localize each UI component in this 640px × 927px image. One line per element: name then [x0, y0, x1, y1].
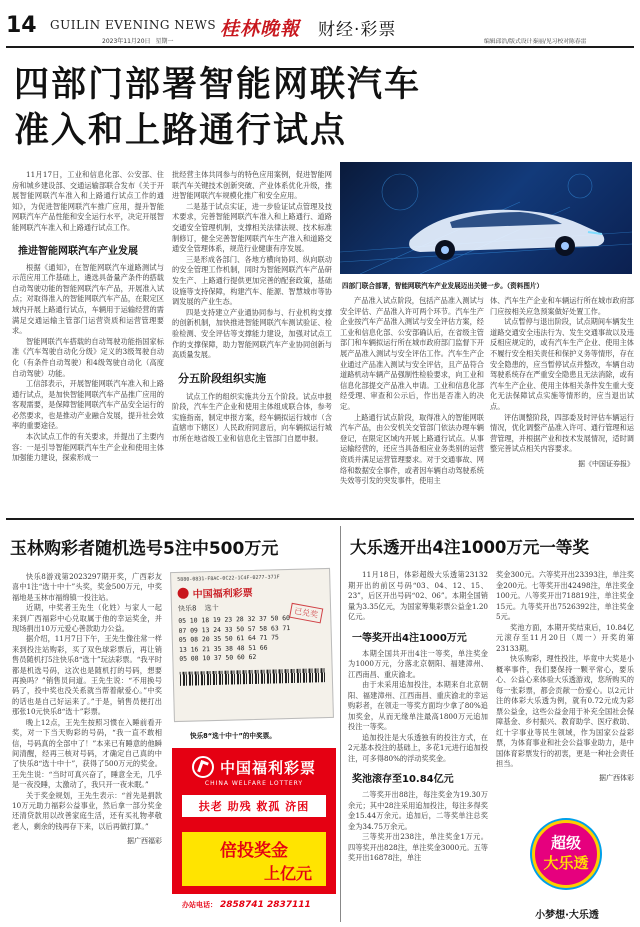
ticket-logo-icon [177, 588, 188, 599]
main-col-4 [490, 296, 634, 469]
ticket-id: 5880-0831-F8AC-0C22-1C4F-0277-371F [177, 574, 280, 583]
section-rule [6, 518, 634, 520]
paragraph: 据介绍，11月7日下午，王先生像往常一样来到投注站购彩，买了双色球彩票后，再让销售员随机打5注快乐8“选十”玩法彩票。“我平时都是机选号码，这次也是随机打的号码，想要再换吗？”销售员问道。王先生说：“不用换号码了，投中奖也没关系就当帮着献爱心。”中奖的话也是自己好运来了。”于是，销售员便打出那张10元快乐8“选十”彩票。 [12, 634, 162, 717]
ticket-caption: 快乐8“选十中十”的中奖票。 [190, 732, 276, 740]
paragraph: 快乐购彩，理性投注，毕竟中大奖是小概率事件，我们要保持一颗平常心，要乐心、公益心来体验大乐透游戏，您所购买的每一张彩票，都会贡献一份爱心。以2元计注的体彩大乐透为例，就有0.72元成为彩票公益金，这些公益金用于补充全国社会保障基金、乡村振兴、教育助学、医疗救助、红十字事业等民生领域，作为国家公益彩票，为体育事业和社会公益事业助力，是中国体育彩票发行的初衷，更是一种社会责任担当。 [496, 654, 634, 768]
paragraph: 评估调整阶段，四部委及时评估车辆运行情况，优化调整产品准入许可、通行管理和运营管理，并根据产业和技术发展情况，适时调整完善试点相关内容要求。 [490, 412, 634, 454]
weekday-text: 星期一 [155, 38, 174, 45]
main-headline-line1: 四部门部署智能网联汽车 [14, 65, 422, 105]
paragraph: 试点暂停与退出阶段，试点期间车辆发生道路交通安全违法行为、发生交通事故以及违反相应规定的，或有汽车生产企业、使用主体不履行安全相关责任和保护义务等情形，存在安全隐患的，应当暂停试点并整改，车辆自动驾驶系统存在严重安全隐患且无法消除，或有汽车生产企业、使用主体相关条件发生重大变化无法保障试点实施等情形的，应当退出试点。 [490, 317, 634, 411]
ticket-brand: 中国福利彩票 [192, 587, 253, 601]
paragraph: 上路通行试点阶段，取得准入的智能网联汽车产品，由公安机关交管部门依法办理车辆登记，在限定区域内开展上路通行试点。从事运输经营的，还应当具备相应业务类别的运营资质并满足运营管理要求。对于交通事故、网络和数据安全事件，或者因车辆自动驾驶系统失效等引发的突发事件，使用主 [340, 412, 484, 486]
logo-line2: 大乐透 [543, 854, 589, 872]
main-headline-line2: 准入和上路通行试点 [14, 111, 348, 151]
paragraph: 由于未采用追加投注，本期来自北京朝阳、福建漳州、江西南昌、重庆渝北的幸运购彩者，在领走一等奖方面均少拿了80%追加奖金，从而无缘单注最高1800万元追加投注一等奖。 [348, 680, 488, 731]
paragraph: 快乐8游戏第2023297期开奖，广西彩友喜中1注“选十中十”头奖，奖金500万元，中奖福地是玉林市福绵镇一投注站。 [12, 572, 162, 602]
photo-caption: 四部门联合部署，智能网联汽车产业发展迈出关键一步。（资料图片） [342, 282, 544, 290]
subheading: 推进智能网联汽车产业发展 [18, 245, 138, 257]
subheading: 分五阶段组织实施 [178, 371, 266, 385]
ticket-play: 选十 [204, 603, 219, 613]
ad-slogan: 扶老 助残 救孤 济困 [182, 795, 326, 817]
left-text-col [12, 572, 162, 846]
source-credit: 据广西体彩 [599, 773, 634, 782]
hotline-label: 办站电话： [182, 901, 217, 909]
paragraph: 二等奖开出88注，每注奖金为19.30万余元；其中28注采用追加投注，每注多得奖金15.44万余元。追加后，二等奖单注总奖金为34.75万余元。 [348, 790, 488, 831]
section-title: 财经·彩票 [318, 20, 397, 40]
logo-tagline: 小梦想·大乐透 [535, 910, 599, 921]
right-col-2 [496, 570, 634, 783]
source-credit: 据《中国证券报》 [578, 459, 634, 468]
editors-credit: 编辑邱浩/版式设计秦丽/见习校对陈春雷 [484, 39, 587, 45]
welfare-lottery-ad [172, 748, 336, 916]
redeemed-stamp: 已兑奖 [289, 603, 323, 624]
paragraph: 11月17日，工业和信息化部、公安部、住房和城乡建设部、交通运输部联合发布《关于开展智能网联汽车准入和上路通行试点工作的通知》，为促进智能网联汽车推广应用，提升智能网联汽车产品性能和安全运行水平，决定开展智能网联汽车准入和上路通行试点工作。 [12, 170, 164, 232]
paper-name-en: GUILIN EVENING NEWS [50, 18, 217, 32]
ad-brand-cn: 中国福利彩票 [219, 758, 316, 777]
paper-logo: 桂林晚報 [220, 18, 301, 40]
paragraph: 近期，中奖者王先生（化姓）与家人一起来到广西福彩中心兑取属于他的幸运奖金，并现场捐出10万元爱心善款助力公益。 [12, 603, 162, 634]
paragraph: 本次试点工作的有关要求，并提出了主要内容：一是引导智能网联汽车生产企业和使用主体加强能力建设，探索形成一 [12, 432, 164, 463]
subheading: 一等奖开出4注1000万元 [352, 632, 467, 644]
car-illustration [340, 162, 632, 274]
paragraph: 产品准入试点阶段，包括产品准入测试与安全评估、产品准入许可两个环节。汽车生产企业按汽车产品准入测试与安全评估方案，经工业和信息化部、公安部确认后，在省级主管部门和车辆拟运行所在城市政府部门监督下开展产品准入测试与安全评估工作。汽车生产企业通过产品准入测试与安全评估，且产品符合道路机动车辆产品强制性检验要求，向工业和信息化部提交产品准入申请。工业和信息化部经受理、审查和公示后，作出是否准入的决定。 [340, 296, 484, 411]
main-col-1 [12, 170, 164, 464]
paragraph: 奖金300元。六等奖开出23393注，单注奖金200元。七等奖开出42498注，单注奖金100元。八等奖开出718819注，单注奖金15元。九等奖开出7526392注，单注奖金5元。 [496, 570, 634, 621]
subheading: 奖池滚存至10.84亿元 [352, 774, 454, 785]
ticket-numbers-row: 13 16 21 35 38 48 51 66 [178, 643, 268, 654]
paragraph: 智能网联汽车搭载的自动驾驶功能指国家标准《汽车驾驶自动化分级》定义的3级驾驶自动化（有条件自动驾驶）和4级驾驶自动化（高度自动驾驶）功能。 [12, 336, 164, 378]
ticket-numbers-row: 05 08 10 37 50 60 62 [179, 652, 257, 663]
paragraph: 三等奖开出238注，单注奖金1万元。四等奖开出828注，单注奖金3000元。五等奖开出16878注，单注 [348, 832, 488, 862]
paragraph: 晚上12点，王先生按照习惯在入睡前看开奖，对一下当天购彩的号码，“我一直不敢相信，号码真的全部中了！”本来已有睡意的他瞬间清醒，经再三核对号码，才确定自己真的中了快乐8“选十中十”，获得了500万元的奖金。王先生说：“当时可真兴奋了，睡意全无，几乎是一夜没睡，太激动了，我只开一夜未眠。” [12, 717, 162, 790]
lottery-ticket [170, 568, 334, 722]
paragraph: 试点工作的组织实施共分五个阶段。试点申报阶段，汽车生产企业和使用主体组成联合体，参考实施指南，制定申报方案，经车辆拟运行城市（含直辖市下辖区）人民政府同意后，向车辆拟运行城市所在地省级工业和信息化主管部门自愿申报。 [172, 391, 332, 444]
ticket-numbers-row: 05 08 20 35 50 61 64 71 75 [178, 633, 279, 644]
main-col-3 [340, 296, 484, 487]
masthead [0, 0, 640, 48]
ticket-game: 快乐8 [177, 604, 197, 613]
hotline-number: 2858741 2837111 [220, 900, 311, 910]
ad-promo-line1: 倍投奖金 [220, 841, 288, 861]
paragraph: 四是支持建立产业通协同参与、行业机构支撑的创新机制，加快推进智能网联汽车测试验证、检验检测、安全评估等支撑能力建设，加强对试点工作的支撑保障，助力智能网联汽车产业协同创新与高质量发展。 [172, 307, 332, 360]
paragraph: 二是基于试点实证，进一步验证试点管理及技术要求，完善智能网联汽车准入和上路通行、道路交通安全管理机制，支撑相关法律法规、技术标准制修订，健全完善智能网联汽车生产准入和道路交通安全管理体系，规范行业健康有序发展。 [172, 201, 332, 254]
ticket-numbers-row: 05 10 18 19 23 28 32 37 50 60 [178, 614, 290, 625]
logo-line1: 超级 [550, 834, 581, 852]
right-col-1 [348, 570, 488, 864]
paragraph: 本期全国共开出4注一等奖，单注奖金为1000万元，分落北京朝阳、福建漳州、江西南昌、重庆渝北。 [348, 648, 488, 679]
barcode [180, 668, 326, 686]
ticket-numbers-row: 07 09 13 24 33 50 57 58 63 71 [178, 623, 291, 635]
left-headline: 玉林购彩者随机选号5注中500万元 [10, 539, 279, 559]
date-text: 2023年11月20日 [102, 38, 151, 45]
ad-brand-en: CHINA WELFARE LOTTERY [204, 780, 304, 787]
page-number: 14 [6, 13, 37, 38]
paragraph: 关于奖金规划，王先生表示：“首先是捐款10万元助力福彩公益事业，然后拿一部分奖金还清贷款用以改善家庭生活，还有买礼物孝敬老人，剩余的钱再存下来，以后再做打算。” [12, 790, 162, 831]
paragraph: 11月18日，体彩超级大乐透第23132期开出的前区号码“03、04、12、15、23”，后区开出号码“02、06”。本期全国销量为3.35亿元，为国家筹集彩票公益金1.20亿元。 [348, 570, 488, 621]
car-photo [340, 162, 632, 274]
masthead-rule [6, 46, 634, 48]
paragraph: 奖池方面，本期开奖结束后，10.84亿元滚存至11月20日（周一）开奖的第23133期。 [496, 622, 634, 653]
welfare-logo-icon [192, 756, 214, 778]
paragraph: 体、汽车生产企业和车辆运行所在城市政府部门应按相关应急预案做好处置工作。 [490, 296, 634, 316]
column-divider [340, 526, 341, 922]
super-lotto-logo [518, 818, 614, 904]
paragraph: 三是形成各部门、各地方横向协同、纵向联动的安全管理工作机制，同时为智能网联汽车产品研发生产、上路通行提供更加完善的配套政策，基础设施等支持保障，构建汽车、能源、智慧城市等协调发展的产业生态。 [172, 254, 332, 307]
ad-hotline [172, 894, 336, 916]
issue-date [102, 36, 173, 45]
paragraph: 根据《通知》，在智能网联汽车道路测试与示范应用工作基础上，遴选具备量产条件的搭载自动驾驶功能的智能网联汽车产品，开展准入试点；对取得准入的智能网联汽车产品，在限定区域内开展上路通行试点，车辆用于运输经营的需满足交通运输主管部门运营资质和运营管理要求。 [12, 262, 164, 336]
ad-promo-line2: 上亿元 [263, 864, 312, 883]
ad-promo-box [182, 832, 326, 886]
right-headline: 大乐透开出4注1000万元一等奖 [350, 538, 589, 557]
paragraph: 批经营主体共同参与的特色应用案例，促进智能网联汽车关键技术创新突破、产业体系优化升级，推进智能网联汽车规模化推广和安全应用。 [172, 170, 332, 201]
paragraph: 工信部表示，开展智能网联汽车准入和上路通行试点，是加快智能网联汽车产品推广应用的客观需要，是保障智能网联汽车产品安全运行的必然要求，也是推动产业融合发展，提升社会效率的重要途径。 [12, 379, 164, 431]
main-col-2 [172, 170, 332, 445]
source-credit: 据广西福彩 [127, 837, 162, 846]
paragraph: 追加投注是大乐透独有的投注方式，在2元基本投注的基础上，多花1元进行追加投注，可多得80%的浮动奖奖金。 [348, 732, 488, 763]
